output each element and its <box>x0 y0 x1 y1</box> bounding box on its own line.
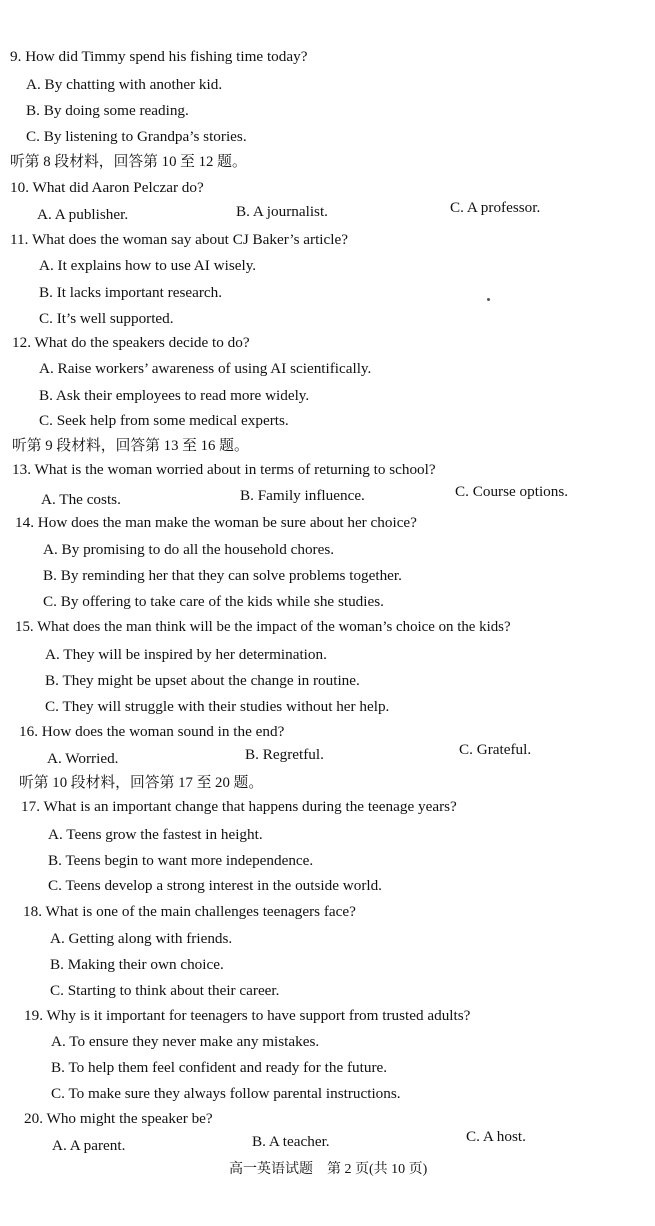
question-19: 19. Why is it important for teenagers to have support from trusted adults? <box>24 1007 471 1024</box>
question-14: 14. How does the man make the woman be sure about her choice? <box>15 514 417 531</box>
option-11c: C. It’s well supported. <box>39 310 174 327</box>
option-16b: B. Regretful. <box>245 746 324 763</box>
question-10: 10. What did Aaron Pelczar do? <box>10 179 204 196</box>
option-11a: A. It explains how to use AI wisely. <box>39 257 257 274</box>
option-19b: B. To help them feel confident and ready for the future. <box>51 1059 388 1076</box>
option-13a: A. The costs. <box>41 491 121 508</box>
option-14c: C. By offering to take care of the kids while she studies. <box>43 593 384 610</box>
option-15a: A. They will be inspired by her determination. <box>45 646 327 663</box>
print-speck <box>487 298 490 301</box>
option-10c: C. A professor. <box>450 199 541 216</box>
option-9a: A. By chatting with another kid. <box>26 76 223 93</box>
option-19c: C. To make sure they always follow parental instructions. <box>51 1085 401 1102</box>
page-footer: 高一英语试题 第 2 页(共 10 页) <box>229 1162 428 1177</box>
question-20: 20. Who might the speaker be? <box>24 1110 213 1127</box>
option-20b: B. A teacher. <box>252 1133 330 1150</box>
section-header-8: 听第 8 段材料，回答第 10 至 12 题。 <box>10 154 247 170</box>
option-16a: A. Worried. <box>47 750 119 767</box>
option-14a: A. By promising to do all the household chores. <box>43 541 335 558</box>
option-11b: B. It lacks important research. <box>39 284 223 301</box>
option-12b: B. Ask their employees to read more widely. <box>39 387 310 404</box>
option-10a: A. A publisher. <box>37 206 129 223</box>
question-15: 15. What does the man think will be the impact of the woman’s choice on the kids? <box>15 619 511 635</box>
option-20a: A. A parent. <box>52 1137 126 1154</box>
question-13: 13. What is the woman worried about in terms of returning to school? <box>12 461 436 478</box>
option-17c: C. Teens develop a strong interest in the outside world. <box>48 877 382 894</box>
question-16: 16. How does the woman sound in the end? <box>19 723 285 740</box>
option-15c: C. They will struggle with their studies without her help. <box>45 698 390 715</box>
option-15b: B. They might be upset about the change in routine. <box>45 672 360 689</box>
question-17: 17. What is an important change that happens during the teenage years? <box>21 798 457 815</box>
option-19a: A. To ensure they never make any mistakes. <box>51 1033 320 1050</box>
option-18b: B. Making their own choice. <box>50 956 224 973</box>
option-10b: B. A journalist. <box>236 203 328 220</box>
option-9c: C. By listening to Grandpa’s stories. <box>26 128 247 145</box>
section-header-9: 听第 9 段材料，回答第 13 至 16 题。 <box>12 438 249 454</box>
option-17a: A. Teens grow the fastest in height. <box>48 826 263 843</box>
question-18: 18. What is one of the main challenges teenagers face? <box>23 903 356 920</box>
option-20c: C. A host. <box>466 1128 526 1145</box>
option-16c: C. Grateful. <box>459 741 532 758</box>
option-18c: C. Starting to think about their career. <box>50 982 280 999</box>
question-9: 9. How did Timmy spend his fishing time today? <box>10 48 308 65</box>
option-9b: B. By doing some reading. <box>26 102 189 119</box>
question-11: 11. What does the woman say about CJ Baker’s article? <box>10 231 348 248</box>
section-header-10: 听第 10 段材料，回答第 17 至 20 题。 <box>19 775 264 791</box>
option-17b: B. Teens begin to want more independence. <box>48 852 314 869</box>
option-12a: A. Raise workers’ awareness of using AI scientifically. <box>39 360 372 377</box>
option-14b: B. By reminding her that they can solve problems together. <box>43 567 402 584</box>
option-12c: C. Seek help from some medical experts. <box>39 412 289 429</box>
option-13b: B. Family influence. <box>240 487 365 504</box>
option-18a: A. Getting along with friends. <box>50 930 233 947</box>
question-12: 12. What do the speakers decide to do? <box>12 334 250 351</box>
option-13c: C. Course options. <box>455 483 569 500</box>
